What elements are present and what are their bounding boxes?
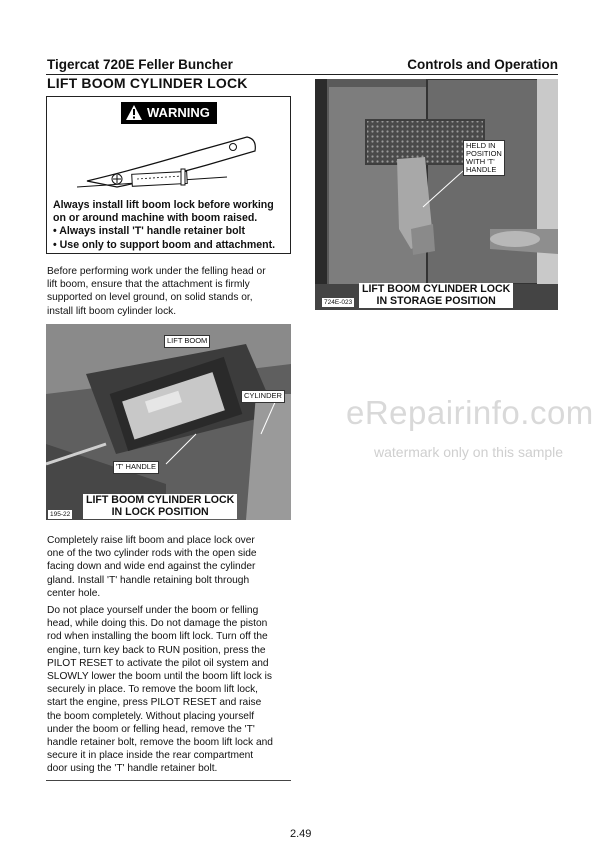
callout-held-in-position [463, 140, 505, 176]
text-line: lift boom, ensure that the attachment is firmly [47, 279, 250, 291]
caption-line: IN LOCK POSITION [111, 505, 209, 518]
caption-line: IN STORAGE POSITION [376, 294, 496, 307]
callout-line: HANDLE [466, 165, 497, 174]
text-line: install lift boom cylinder lock. [47, 305, 177, 317]
photo-caption [359, 283, 513, 308]
warning-badge [121, 102, 217, 124]
photo-lock-position [46, 324, 291, 520]
warning-bullet: • Always install 'T' handle retainer bolt [53, 225, 246, 238]
watermark-subtext: watermark only on this sample [374, 444, 564, 460]
caption-line: LIFT BOOM CYLINDER LOCK [362, 283, 511, 295]
section-end-rule [46, 780, 291, 781]
text-line: one of the two cylinder rods with the open side [47, 548, 257, 560]
text-line: Do not place yourself under the boom or felling [47, 605, 259, 616]
watermark-text: eRepairinfo.com [346, 394, 594, 431]
boom-lock-diagram [77, 129, 257, 195]
text-line: Before performing work under the felling head or [47, 266, 266, 277]
text-line: gland. Install 'T' handle retaining bolt through [47, 574, 250, 586]
text-line: securely in place. To remove the boom lift lock, [47, 684, 259, 696]
install-paragraph [47, 534, 297, 600]
text-line: start the engine, press PILOT RESET and raise [47, 697, 262, 709]
figure-number: 195-22 [50, 511, 71, 518]
warning-label: WARNING [147, 105, 210, 120]
warning-box [46, 96, 291, 254]
text-line: rod when installing the boom lift lock. Turn off the [47, 631, 268, 643]
text-line: under the boom or felling head, remove the 'T' [47, 723, 255, 735]
intro-paragraph [47, 265, 292, 318]
warning-text [53, 199, 289, 252]
figure-number: 724E-023 [324, 299, 353, 306]
storage-position-photo-art [315, 79, 558, 310]
page-number: 2.49 [290, 828, 312, 840]
callout-lift-boom: LIFT BOOM [164, 335, 210, 348]
text-line: door using the 'T' handle retainer bolt. [47, 763, 218, 775]
warning-bullet: • Use only to support boom and attachment. [53, 238, 276, 251]
callout-line: WITH 'T' [466, 157, 495, 166]
text-line: supported on level ground, on solid stands or, [47, 292, 253, 304]
callout-line: POSITION [466, 149, 502, 158]
text-line: the boom completely. Without placing yourself [47, 710, 255, 722]
manual-title: Tigercat 720E Feller Buncher [47, 57, 233, 72]
photo-caption [83, 494, 237, 519]
text-line: SLOWLY lower the boom until the boom lift lock is [47, 671, 272, 683]
text-line: head, while doing this. Do not damage the piston [47, 618, 268, 630]
text-line: Completely raise lift boom and place lock over [47, 535, 255, 546]
photo-storage-position [315, 79, 558, 310]
warning-line: on or around machine with boom raised. [53, 212, 258, 225]
callout-cylinder: CYLINDER [241, 390, 285, 403]
warning-line: Always install lift boom lock before working [53, 199, 274, 211]
section-title: LIFT BOOM CYLINDER LOCK [47, 75, 248, 91]
text-line: handle retainer bolt, remove the boom lift lock and [47, 737, 273, 749]
chapter-title: Controls and Operation [407, 57, 558, 72]
text-line: secure it in place inside the rear compartment [47, 750, 254, 762]
safety-paragraph [47, 604, 297, 776]
callout-t-handle: 'T' HANDLE [113, 461, 159, 474]
text-line: center hole. [47, 587, 101, 599]
text-line: engine, turn key back to RUN position, press the [47, 644, 266, 656]
warning-triangle-icon [125, 104, 143, 121]
text-line: PILOT RESET to activate the pilot oil system and [47, 657, 269, 669]
callout-line: HELD IN [466, 141, 496, 150]
lock-position-photo-art [46, 324, 291, 520]
text-line: facing down and wide end against the cylinder [47, 561, 256, 573]
caption-line: LIFT BOOM CYLINDER LOCK [86, 494, 235, 506]
